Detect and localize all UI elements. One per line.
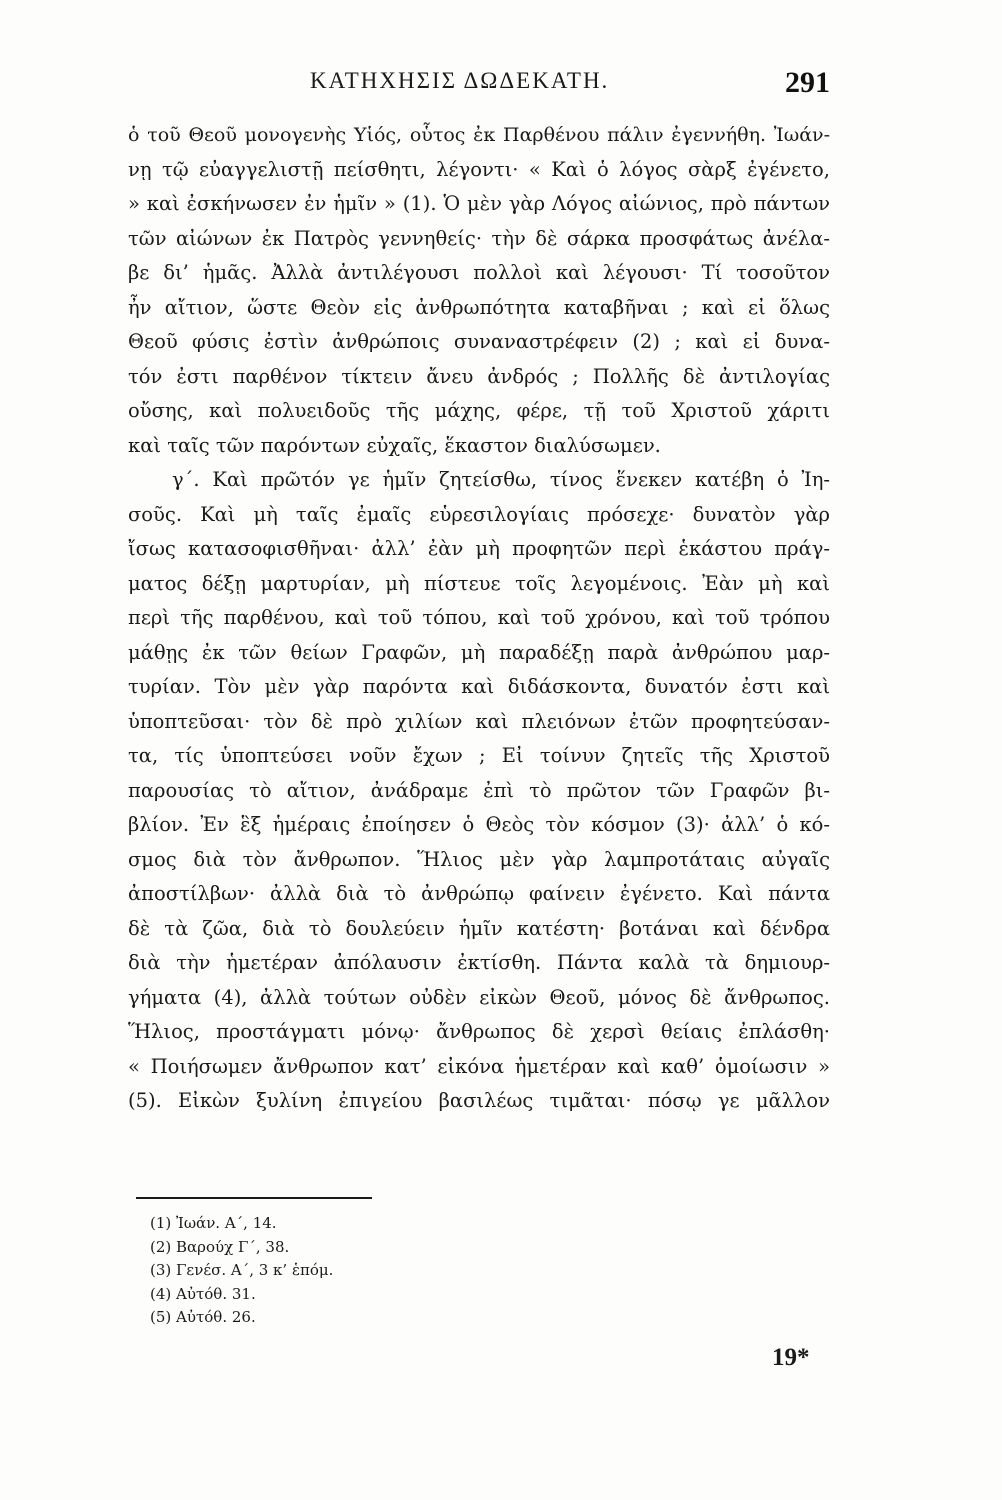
footnote: (5) Αὐτόθ. 26. (150, 1308, 256, 1326)
text-line: δὲ τὰ ζῶα, διὰ τὸ δουλεύειν ἡμῖν κατέστη· βοτάναι καὶ δένδρα (128, 916, 830, 940)
page-header (120, 66, 830, 102)
text-line: ἀποστίλβων· ἀλλὰ διὰ τὸ ἀνθρώπῳ φαίνειν ἐγένετο. Καὶ πάντα (128, 882, 830, 905)
text-line: διὰ τὴν ἡμετέραν ἀπόλαυσιν ἐκτίσθη. Πάντα καλὰ τὰ δημιουρ- (128, 951, 830, 974)
text-line: σμος διὰ τὸν ἄνθρωπον. Ἥλιος μὲν γὰρ λαμπροτάταις αὐγαῖς (128, 847, 830, 871)
text-line: νῃ τῷ εὐαγγελιστῇ πείσθητι, λέγοντι· « Καὶ ὁ λόγος σὰρξ ἐγένετο, (128, 157, 830, 181)
text-line: » καὶ ἐσκήνωσεν ἐν ἡμῖν » (1). Ὁ μὲν γὰρ Λόγος αἰώνιος, πρὸ πάντων (128, 192, 830, 215)
text-line: ἦν αἴτιον, ὥστε Θεὸν εἰς ἀνθρωπότητα καταβῆναι ; καὶ εἰ ὅλως (128, 295, 830, 319)
text-line: γήματα (4), ἀλλὰ τούτων οὐδὲν εἰκὼν Θεοῦ, μόνος δὲ ἄνθρωπος. (128, 985, 830, 1009)
text-line: βλίον. Ἐν ἓξ ἡμέραις ἐποίησεν ὁ Θεὸς τὸν κόσμον (3)· ἀλλ’ ὁ κό- (128, 813, 830, 836)
text-line: περὶ τῆς παρθένου, καὶ τοῦ τόπου, καὶ τοῦ χρόνου, καὶ τοῦ τρόπου (128, 606, 830, 629)
text-line-paragraph-end: καὶ ταῖς τῶν παρόντων εὐχαῖς, ἕκαστον διαλύσωμεν. (128, 433, 661, 457)
main-text (128, 118, 830, 1119)
footnote: (1) Ἰωάν. Α΄, 14. (150, 1214, 277, 1232)
text-line: (5). Εἰκὼν ξυλίνη ἐπιγείου βασιλέως τιμᾶται· πόσῳ γε μᾶλλον (128, 1089, 830, 1112)
text-line: παρουσίας τὸ αἴτιον, ἀνάδραμε ἐπὶ τὸ πρῶτον τῶν Γραφῶν βι- (128, 778, 830, 802)
text-line: βε δι’ ἡμᾶς. Ἀλλὰ ἀντιλέγουσι πολλοὶ καὶ λέγουσι· Τί τοσοῦτον (128, 261, 830, 284)
footnote: (3) Γενέσ. Α΄, 3 κ’ ἑπόμ. (150, 1261, 334, 1279)
text-line: οὔσης, καὶ πολυειδοῦς τῆς μάχης, φέρε, τῇ τοῦ Χριστοῦ χάριτι (128, 399, 830, 422)
text-line: τόν ἐστι παρθένον τίκτειν ἄνευ ἀνδρός ; Πολλῆς δὲ ἀντιλογίας (128, 364, 830, 388)
signature-mark: 19* (772, 1344, 810, 1371)
text-line: ἴσως κατασοφισθῆναι· ἀλλ’ ἐὰν μὴ προφητῶν περὶ ἑκάστου πράγ- (128, 537, 830, 560)
footnote-rule (136, 1197, 372, 1199)
text-line: « Ποιήσωμεν ἄνθρωπον κατ’ εἰκόνα ἡμετέραν καὶ καθ’ ὁμοίωσιν » (128, 1054, 830, 1078)
text-line-section-start: γ΄. Καὶ πρῶτόν γε ἡμῖν ζητείσθω, τίνος ἕνεκεν κατέβη ὁ Ἰη- (172, 468, 830, 491)
page-number: 291 (785, 66, 830, 99)
text-line: τῶν αἰώνων ἐκ Πατρὸς γεννηθείς· τὴν δὲ σάρκα προσφάτως ἀνέλα- (128, 226, 830, 250)
text-line: Ἥλιος, προστάγματι μόνῳ· ἄνθρωπος δὲ χερσὶ θείαις ἐπλάσθη· (128, 1020, 830, 1043)
text-line: ὑποπτεῦσαι· τὸν δὲ πρὸ χιλίων καὶ πλειόνων ἐτῶν προφητεύσαν- (128, 709, 830, 733)
footnotes (150, 1212, 550, 1330)
text-line: Θεοῦ φύσις ἐστὶν ἀνθρώποις συναναστρέφειν (2) ; καὶ εἰ δυνα- (128, 330, 830, 353)
text-line: τυρίαν. Τὸν μὲν γὰρ παρόντα καὶ διδάσκοντα, δυνατόν ἐστι καὶ (128, 675, 830, 698)
text-line: μάθῃς ἐκ τῶν θείων Γραφῶν, μὴ παραδέξῃ παρὰ ἀνθρώπου μαρ- (128, 640, 830, 664)
running-head: ΚΑΤΗΧΗΣΙΣ ΔΩΔΕΚΑΤΗ. (310, 68, 610, 93)
text-line: σοῦς. Καὶ μὴ ταῖς ἐμαῖς εὑρεσιλογίαις πρόσεχε· δυνατὸν γὰρ (128, 502, 830, 526)
text-line: ὁ τοῦ Θεοῦ μονογενὴς Υἱός, οὗτος ἐκ Παρθένου πάλιν ἐγεννήθη. Ἰωάν- (128, 124, 830, 146)
text-line: τα, τίς ὑποπτεύσει νοῦν ἔχων ; Εἰ τοίνυν ζητεῖς τῆς Χριστοῦ (128, 744, 830, 767)
footnote: (4) Αὐτόθ. 31. (150, 1284, 256, 1303)
text-line: ματος δέξῃ μαρτυρίαν, μὴ πίστευε τοῖς λεγομένοις. Ἐὰν μὴ καὶ (128, 571, 830, 595)
footnote: (2) Βαρούχ Γ΄, 38. (150, 1237, 290, 1256)
